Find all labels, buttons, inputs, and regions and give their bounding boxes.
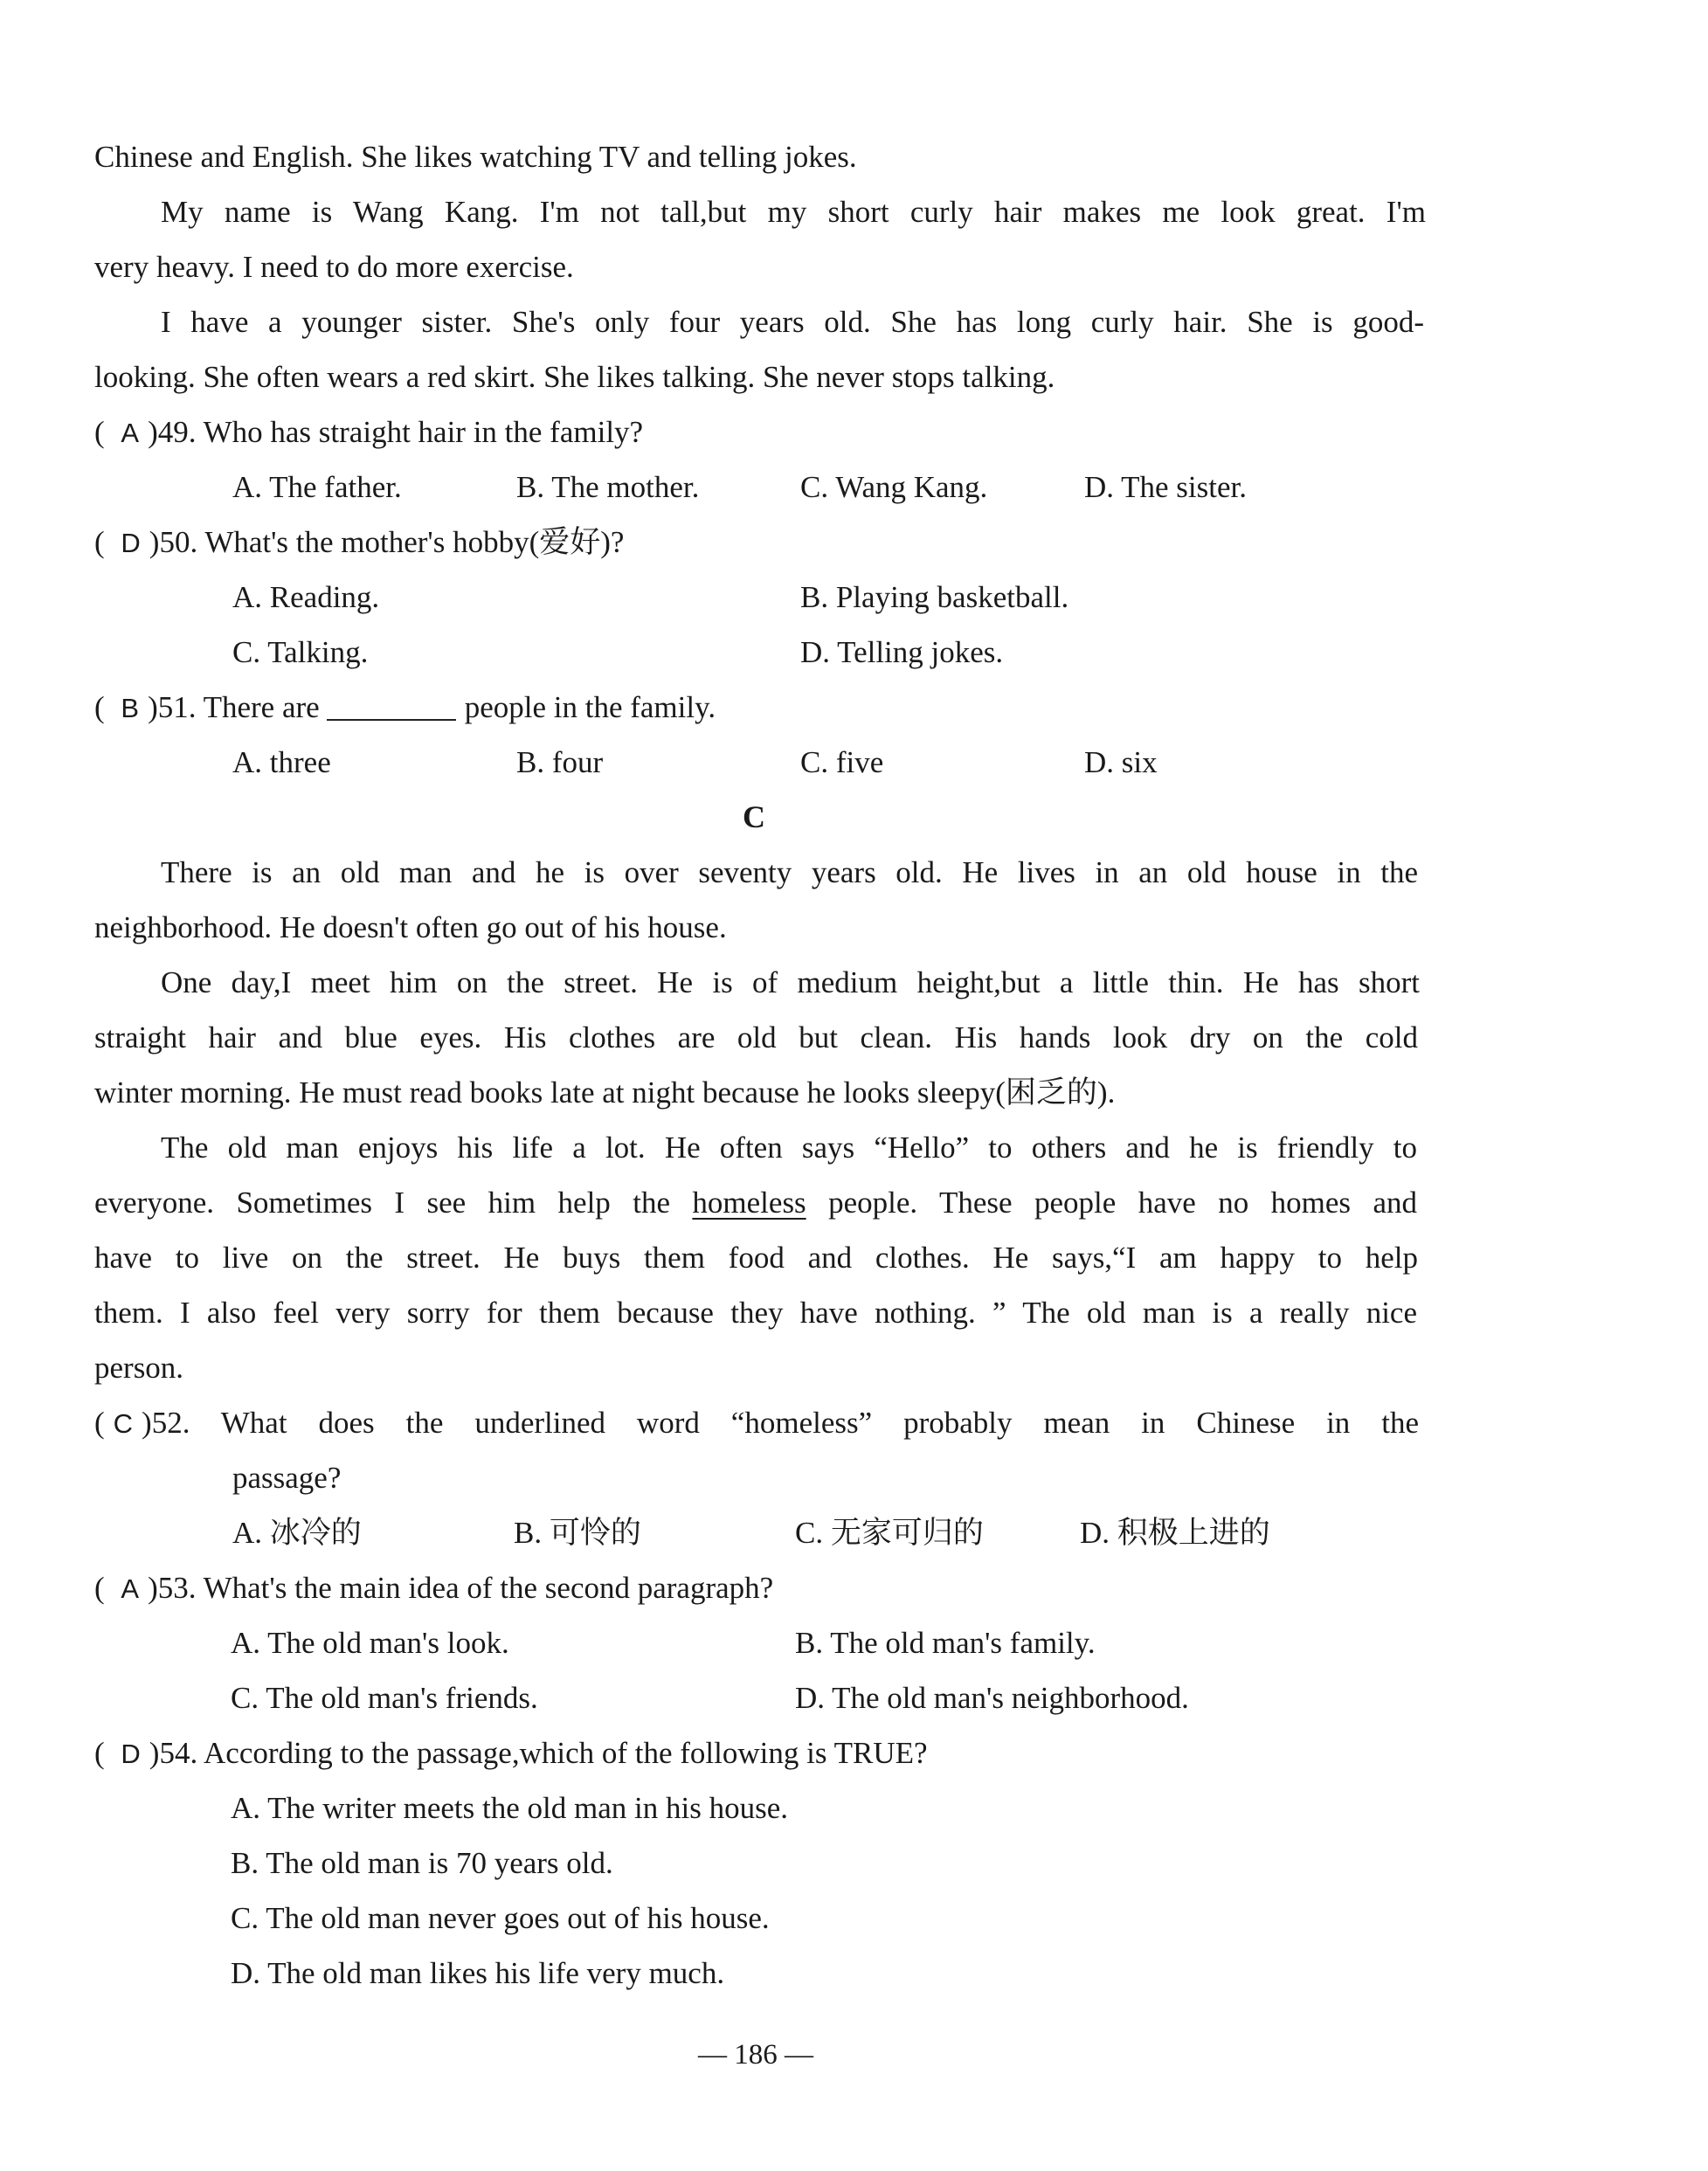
answer-blank [327, 693, 456, 721]
question-stem: )52. What does the underlined word “homeless” probably mean in Chinese in the [142, 1406, 1419, 1440]
option-a: A. The old man's look. [231, 1626, 509, 1660]
passage-line: person. [94, 1351, 184, 1385]
answer-mark: B [121, 693, 140, 723]
answer-mark: C [113, 1408, 134, 1439]
passage-line: very heavy. I need to do more exercise. [94, 250, 574, 284]
answer-mark: D [121, 1739, 141, 1769]
passage-line [94, 1184, 1417, 1222]
option-b: B. The mother. [516, 470, 700, 504]
section-title: C [743, 799, 765, 834]
option-c: C. 无家可归的 [795, 1516, 984, 1550]
option-a: A. The writer meets the old man in his house. [231, 1791, 788, 1825]
text-segment: people. These people have no homes and [828, 1186, 1417, 1220]
option-c: C. The old man never goes out of his house. [231, 1901, 770, 1935]
passage-line: looking. She often wears a red skirt. She likes talking. She never stops talking. [94, 360, 1055, 394]
question-stem: people in the family. [464, 690, 716, 724]
underlined-word: homeless [692, 1186, 806, 1220]
question-51 [94, 688, 716, 728]
question-50 [94, 523, 624, 563]
passage-line: One day,I meet him on the street. He is of medium height,but a little thin. He has short [161, 965, 1420, 999]
passage-line: I have a younger sister. She's only four years old. She has long curly hair. She is good- [161, 305, 1424, 339]
question-53 [94, 1569, 773, 1608]
option-b: B. Playing basketball. [800, 580, 1069, 614]
answer-mark: D [121, 528, 141, 558]
question-52 [94, 1404, 1419, 1443]
passage-line: The old man enjoys his life a lot. He often says “Hello” to others and he is friendly to [161, 1130, 1417, 1165]
option-c: C. Talking. [232, 635, 369, 669]
option-c: C. The old man's friends. [231, 1681, 538, 1715]
passage-line: them. I also feel very sorry for them because they have nothing. ” The old man is a really nice [94, 1296, 1417, 1330]
option-a: A. The father. [232, 470, 402, 504]
question-stem: )49. Who has straight hair in the family? [148, 415, 644, 449]
passage-line: Chinese and English. She likes watching TV and telling jokes. [94, 140, 857, 174]
question-stem-continued: passage? [232, 1461, 342, 1495]
passage-line: My name is Wang Kang. I'm not tall,but my short curly hair makes me look great. I'm [161, 195, 1426, 229]
option-c: C. five [800, 745, 884, 779]
option-d: D. The old man likes his life very much. [231, 1956, 725, 1990]
question-stem: )53. What's the main idea of the second paragraph? [148, 1571, 774, 1605]
option-b: B. four [516, 745, 604, 779]
question-stem: )54. According to the passage,which of the following is TRUE? [149, 1736, 928, 1770]
question-49 [94, 413, 643, 453]
paren-open: ( [94, 1571, 105, 1605]
question-54 [94, 1734, 928, 1773]
paren-open: ( [94, 1406, 105, 1440]
option-a: A. 冰冷的 [232, 1516, 362, 1550]
paren-open: ( [94, 1736, 105, 1770]
option-d: D. The old man's neighborhood. [795, 1681, 1189, 1715]
answer-mark: A [121, 1573, 140, 1604]
passage-line: neighborhood. He doesn't often go out of his house. [94, 910, 727, 944]
paren-open: ( [94, 415, 105, 449]
passage-line: winter morning. He must read books late at night because he looks sleepy(困乏的). [94, 1075, 1116, 1110]
option-d: D. 积极上进的 [1080, 1516, 1270, 1550]
option-a: A. three [232, 745, 331, 779]
answer-mark: A [121, 418, 140, 448]
passage-line: There is an old man and he is over seventy years old. He lives in an old house in the [161, 855, 1418, 889]
option-b: B. The old man is 70 years old. [231, 1846, 613, 1880]
option-d: D. Telling jokes. [800, 635, 1004, 669]
option-b: B. The old man's family. [795, 1626, 1096, 1660]
option-b: B. 可怜的 [514, 1516, 641, 1550]
paren-open: ( [94, 525, 105, 559]
page-number: — 186 — [698, 2039, 813, 2071]
option-d: D. six [1084, 745, 1158, 779]
text-segment: everyone. Sometimes I see him help the [94, 1186, 670, 1220]
question-stem: )51. There are [148, 690, 320, 724]
question-stem: )50. What's the mother's hobby(爱好)? [149, 525, 625, 559]
option-c: C. Wang Kang. [800, 470, 988, 504]
option-d: D. The sister. [1084, 470, 1248, 504]
paren-open: ( [94, 690, 105, 724]
option-a: A. Reading. [232, 580, 380, 614]
passage-line: straight hair and blue eyes. His clothes are old but clean. His hands look dry on the cold [94, 1020, 1418, 1054]
passage-line: have to live on the street. He buys them food and clothes. He says,“I am happy to help [94, 1241, 1418, 1275]
